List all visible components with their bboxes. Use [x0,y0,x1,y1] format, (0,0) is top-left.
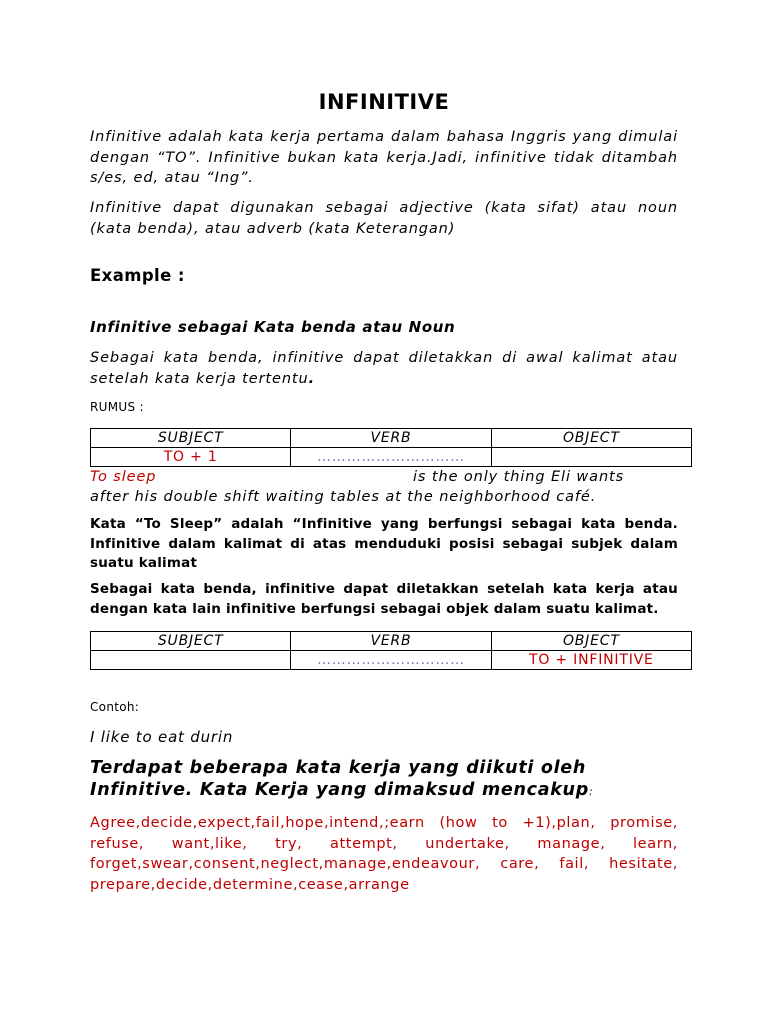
page-title: INFINITIVE [318,90,450,114]
table-cell-verb: ………………………… [291,651,491,670]
noun-description-end: . [308,370,316,387]
noun-description [90,348,678,389]
example-sentence-part2: after his double shift waiting tables at the neighborhood café. [90,489,597,505]
formula-table-object [90,631,692,670]
table-cell-subject: TO + 1 [91,448,291,467]
table-header-cell: OBJECT [491,632,691,651]
section-heading-noun: Infinitive sebagai Kata benda atau Noun [90,318,456,336]
example-heading: Example : [90,266,185,285]
table-header-cell: VERB [291,429,491,448]
table-cell-object: TO + INFINITIVE [491,651,691,670]
table-row [91,651,692,670]
table-cell-subject [91,651,291,670]
table-header-cell: VERB [291,632,491,651]
table-header-cell: SUBJECT [91,429,291,448]
table-cell-verb: ………………………… [291,448,491,467]
explanation-subject: Kata “To Sleep” adalah “Infinitive yang berfungsi sebagai kata benda. Infinitive dalam kalimat di atas menduduki posisi sebagai subjek dalam suatu kalimat [90,516,678,571]
table-header-cell: OBJECT [491,429,691,448]
table-header-row [91,429,692,448]
verbs-intro [90,757,678,803]
intro-paragraph-2: Infinitive dapat digunakan sebagai adjective (kata sifat) atau noun (kata benda), atau adverb (kata Keterangan) [90,200,678,237]
verbs-intro-colon: : [588,785,594,798]
example-subject-red: To sleep [90,469,157,485]
contoh-sentence: I like to eat durin [90,728,234,746]
rumus-label: RUMUS : [90,400,144,414]
table-row [91,448,692,467]
contoh-label: Contoh: [90,700,140,714]
verbs-intro-text: Terdapat beberapa kata kerja yang diikuti oleh Infinitive. Kata Kerja yang dimaksud mencakup [90,758,589,800]
table-header-row [91,632,692,651]
formula-table-subject [90,428,692,467]
table-cell-object [491,448,691,467]
example-sentence-part1: is the only thing Eli wants [413,469,625,485]
table-header-cell: SUBJECT [91,632,291,651]
explanation-object: Sebagai kata benda, infinitive dapat diletakkan setelah kata kerja atau dengan kata lain infinitive berfungsi sebagai objek dalam suatu kalimat. [90,581,678,617]
noun-description-text: Sebagai kata benda, infinitive dapat diletakkan di awal kalimat atau setelah kata kerja tertentu [90,350,678,387]
verbs-list: Agree,decide,expect,fail,hope,intend,;earn (how to +1),plan, promise, refuse, want,like, try, attempt, undertake, manage, learn, forget,swear,consent,neglect,manage,endeavour, care, fail, hesitate, prepare,decide,determine,cease,arrange [90,815,678,893]
intro-paragraph-1: Infinitive adalah kata kerja pertama dalam bahasa Inggris yang dimulai dengan “TO”. Infinitive bukan kata kerja.Jadi, infinitive tidak ditambah s/es, ed, atau “Ing”. [90,129,678,186]
